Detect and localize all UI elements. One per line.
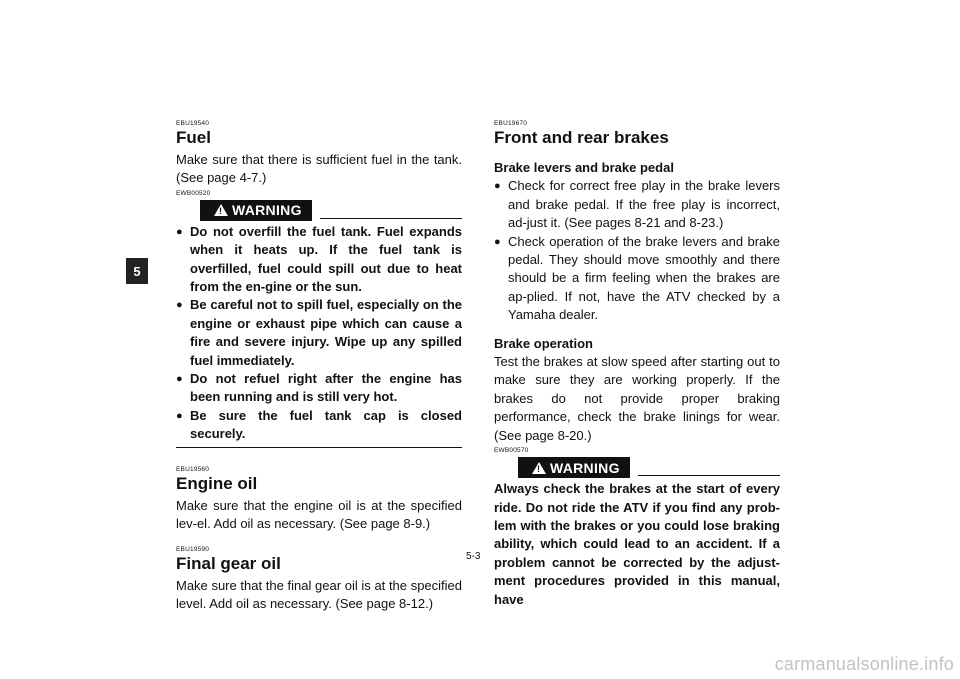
section-code: EBU19590 [176,545,210,553]
watermark: carmanualsonline.info [774,654,954,674]
warning-rule [320,218,462,219]
list-item: ● Be careful not to spill fuel, especially on the engine or exhaust pipe which can cause a fire and severe injury. Wipe up any spilled fuel immediately. [176,296,462,370]
list-item: ● Check for correct free play in the brake levers and brake pedal. If the free play is incorrect, ad-just it. (See pages 8-21 and 8-23.) [494,177,780,232]
section-title-brakes: Front and rear brakes [494,128,669,147]
list-item: ● Check operation of the brake levers and brake pedal. They should move smoothly and there should be a firm feeling when the brakes are ap-plied. If not, have the ATV checked by a Yamaha dealer. [494,233,780,325]
warning-badge [518,457,630,478]
warning-badge [200,200,312,221]
brake-operation-body: Test the brakes at slow speed after starting out to make sure they are working properly. If the brakes do not provide proper braking performance, check the brake linings for wear. (See page 8-20.) [494,354,780,443]
page-number: 5-3 [466,551,481,562]
section-title-final-gear-oil: Final gear oil [176,553,281,573]
list-item: ● Do not overfill the fuel tank. Fuel expands when it heats up. If the fuel tank is overfilled, fuel could spill out due to heat from the en-gine or the sun. [176,223,462,297]
section-title-engine-oil: Engine oil [176,473,258,493]
section-code: EBU19540 [176,120,210,127]
brake-check-list [494,177,780,324]
warning-banner [176,200,462,221]
section-code: EBU19670 [494,120,528,127]
fuel-body: Make sure that there is sufficient fuel in the tank. (See page 4-7.) [176,152,462,186]
list-item: ● Be sure the fuel tank cap is closed securely. [176,407,462,444]
warning-code: EWB00520 [176,189,211,197]
warning-label: WARNING [232,202,302,219]
left-column [176,120,462,613]
brake-warning-text: Always check the brakes at the start of every ride. Do not ride the ATV if you find any prob-lem with the brakes or you could lose braking ability, which could lead to an accident. If a problem cannot be corrected by the adjust-ment procedures provided in this manual, have [494,481,780,607]
final-gear-body: Make sure that the final gear oil is at the specified level. Add oil as necessary. (See page 8-12.) [176,577,462,611]
subheading-brake-levers: Brake levers and brake pedal [494,160,674,175]
chapter-tab: 5 [126,258,148,284]
fuel-warning-list [176,223,462,444]
engine-oil-body: Make sure that the engine oil is at the specified lev-el. Add oil as necessary. (See page 8-9.) [176,497,462,532]
section-title-fuel: Fuel [176,128,211,147]
warning-label: WARNING [550,459,620,476]
warning-banner [494,457,780,478]
subheading-brake-operation: Brake operation [494,335,593,351]
warning-rule [638,475,780,476]
list-item: ● Do not refuel right after the engine has been running and is still very hot. [176,370,462,407]
warning-triangle-icon: ! [532,462,546,474]
warning-code: EWB00570 [494,447,529,455]
right-column [494,120,780,609]
section-code: EBU19560 [176,465,210,473]
warning-triangle-icon: ! [214,204,228,216]
